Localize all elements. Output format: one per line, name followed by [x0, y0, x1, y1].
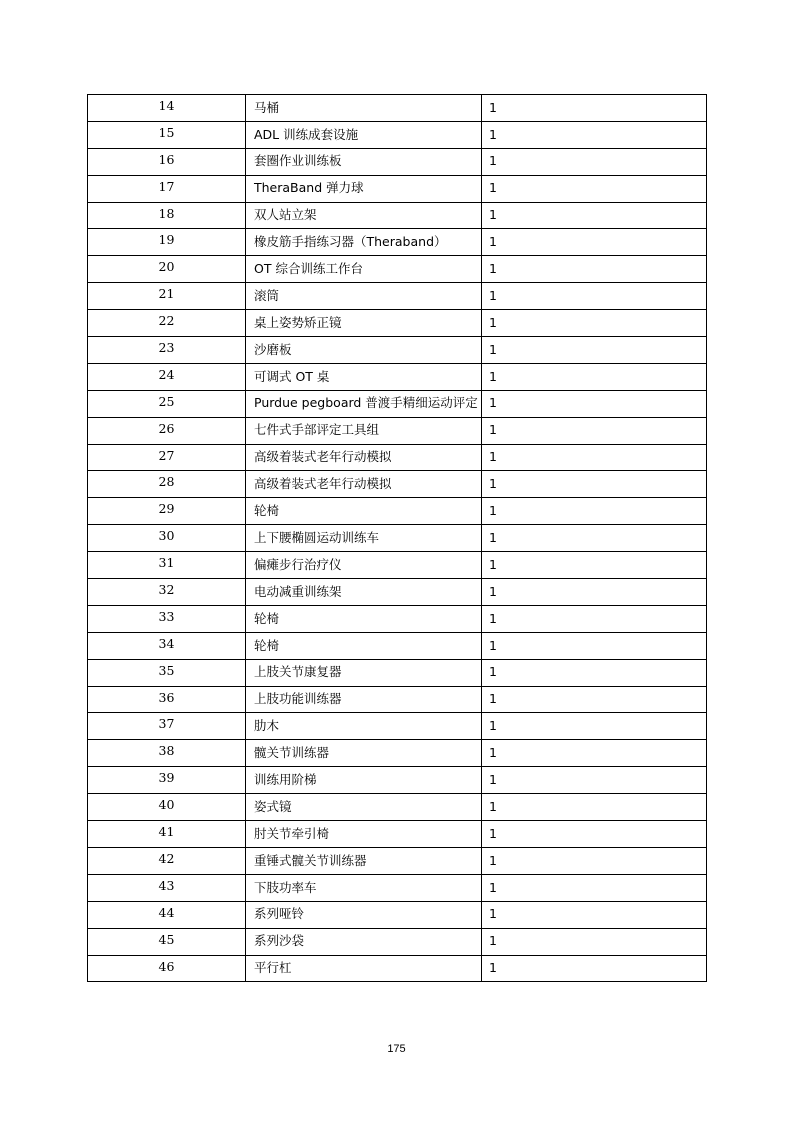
quantity-cell: 1 — [482, 821, 707, 848]
table-row — [88, 95, 707, 122]
equipment-name-cell: ADL 训练成套设施 — [246, 121, 482, 148]
quantity-cell: 1 — [482, 928, 707, 955]
table-row — [88, 901, 707, 928]
quantity-cell: 1 — [482, 310, 707, 337]
quantity-cell: 1 — [482, 498, 707, 525]
equipment-table-body — [88, 95, 707, 982]
quantity-cell: 1 — [482, 686, 707, 713]
equipment-table — [87, 94, 707, 982]
quantity-cell: 1 — [482, 148, 707, 175]
quantity-cell: 1 — [482, 283, 707, 310]
equipment-name-cell: 高级着装式老年行动模拟 — [246, 444, 482, 471]
table-row — [88, 390, 707, 417]
quantity-cell: 1 — [482, 713, 707, 740]
quantity-cell: 1 — [482, 740, 707, 767]
row-number-cell: 22 — [88, 310, 246, 337]
quantity-cell: 1 — [482, 417, 707, 444]
table-row — [88, 713, 707, 740]
quantity-cell: 1 — [482, 121, 707, 148]
table-row — [88, 740, 707, 767]
equipment-name-cell: 上肢功能训练器 — [246, 686, 482, 713]
equipment-name-cell: TheraBand 弹力球 — [246, 175, 482, 202]
row-number-cell: 25 — [88, 390, 246, 417]
equipment-name-cell: 重锤式髋关节训练器 — [246, 847, 482, 874]
quantity-cell: 1 — [482, 552, 707, 579]
equipment-name-cell: 双人站立架 — [246, 202, 482, 229]
row-number-cell: 33 — [88, 605, 246, 632]
table-row — [88, 686, 707, 713]
row-number-cell: 21 — [88, 283, 246, 310]
table-row — [88, 605, 707, 632]
equipment-name-cell: 偏瘫步行治疗仪 — [246, 552, 482, 579]
table-row — [88, 256, 707, 283]
equipment-name-cell: 轮椅 — [246, 632, 482, 659]
row-number-cell: 45 — [88, 928, 246, 955]
quantity-cell: 1 — [482, 579, 707, 606]
quantity-cell: 1 — [482, 659, 707, 686]
equipment-name-cell: 套圈作业训练板 — [246, 148, 482, 175]
equipment-name-cell: 下肢功率车 — [246, 874, 482, 901]
equipment-name-cell: 沙磨板 — [246, 337, 482, 364]
equipment-name-cell: OT 综合训练工作台 — [246, 256, 482, 283]
quantity-cell: 1 — [482, 444, 707, 471]
table-row — [88, 498, 707, 525]
quantity-cell: 1 — [482, 847, 707, 874]
equipment-name-cell: 系列沙袋 — [246, 928, 482, 955]
row-number-cell: 17 — [88, 175, 246, 202]
equipment-name-cell: 姿式镜 — [246, 794, 482, 821]
table-row — [88, 175, 707, 202]
table-row — [88, 794, 707, 821]
row-number-cell: 30 — [88, 525, 246, 552]
table-row — [88, 847, 707, 874]
table-row — [88, 148, 707, 175]
quantity-cell: 1 — [482, 175, 707, 202]
table-row — [88, 417, 707, 444]
equipment-name-cell: 上肢关节康复器 — [246, 659, 482, 686]
equipment-name-cell: 髋关节训练器 — [246, 740, 482, 767]
equipment-name-cell: 肋木 — [246, 713, 482, 740]
quantity-cell: 1 — [482, 229, 707, 256]
quantity-cell: 1 — [482, 95, 707, 122]
quantity-cell: 1 — [482, 363, 707, 390]
row-number-cell: 24 — [88, 363, 246, 390]
equipment-name-cell: 可调式 OT 桌 — [246, 363, 482, 390]
row-number-cell: 42 — [88, 847, 246, 874]
equipment-name-cell: 平行杠 — [246, 955, 482, 982]
table-row — [88, 337, 707, 364]
row-number-cell: 15 — [88, 121, 246, 148]
table-row — [88, 283, 707, 310]
quantity-cell: 1 — [482, 605, 707, 632]
quantity-cell: 1 — [482, 955, 707, 982]
row-number-cell: 35 — [88, 659, 246, 686]
row-number-cell: 39 — [88, 767, 246, 794]
equipment-name-cell: 七件式手部评定工具组 — [246, 417, 482, 444]
table-row — [88, 767, 707, 794]
equipment-name-cell: 轮椅 — [246, 605, 482, 632]
table-row — [88, 552, 707, 579]
table-row — [88, 632, 707, 659]
quantity-cell: 1 — [482, 874, 707, 901]
equipment-name-cell: 桌上姿势矫正镜 — [246, 310, 482, 337]
table-row — [88, 659, 707, 686]
quantity-cell: 1 — [482, 337, 707, 364]
row-number-cell: 32 — [88, 579, 246, 606]
row-number-cell: 46 — [88, 955, 246, 982]
equipment-name-cell: Purdue pegboard 普渡手精细运动评定 — [246, 390, 482, 417]
row-number-cell: 23 — [88, 337, 246, 364]
quantity-cell: 1 — [482, 901, 707, 928]
equipment-name-cell: 马桶 — [246, 95, 482, 122]
table-row — [88, 928, 707, 955]
table-row — [88, 444, 707, 471]
row-number-cell: 19 — [88, 229, 246, 256]
row-number-cell: 20 — [88, 256, 246, 283]
row-number-cell: 29 — [88, 498, 246, 525]
row-number-cell: 44 — [88, 901, 246, 928]
equipment-name-cell: 轮椅 — [246, 498, 482, 525]
row-number-cell: 36 — [88, 686, 246, 713]
table-row — [88, 310, 707, 337]
table-row — [88, 579, 707, 606]
row-number-cell: 28 — [88, 471, 246, 498]
page-number: 175 — [387, 1043, 406, 1055]
row-number-cell: 38 — [88, 740, 246, 767]
row-number-cell: 41 — [88, 821, 246, 848]
equipment-name-cell: 肘关节牵引椅 — [246, 821, 482, 848]
table-row — [88, 955, 707, 982]
table-row — [88, 121, 707, 148]
row-number-cell: 16 — [88, 148, 246, 175]
table-row — [88, 821, 707, 848]
quantity-cell: 1 — [482, 632, 707, 659]
quantity-cell: 1 — [482, 256, 707, 283]
row-number-cell: 31 — [88, 552, 246, 579]
row-number-cell: 27 — [88, 444, 246, 471]
table-row — [88, 363, 707, 390]
row-number-cell: 43 — [88, 874, 246, 901]
equipment-name-cell: 上下腰椭圆运动训练车 — [246, 525, 482, 552]
table-row — [88, 525, 707, 552]
row-number-cell: 40 — [88, 794, 246, 821]
row-number-cell: 14 — [88, 95, 246, 122]
equipment-name-cell: 系列哑铃 — [246, 901, 482, 928]
quantity-cell: 1 — [482, 471, 707, 498]
table-row — [88, 202, 707, 229]
table-row — [88, 874, 707, 901]
equipment-name-cell: 高级着装式老年行动模拟 — [246, 471, 482, 498]
quantity-cell: 1 — [482, 767, 707, 794]
equipment-name-cell: 橡皮筋手指练习器（Theraband） — [246, 229, 482, 256]
quantity-cell: 1 — [482, 390, 707, 417]
equipment-name-cell: 电动减重训练架 — [246, 579, 482, 606]
table-row — [88, 471, 707, 498]
row-number-cell: 34 — [88, 632, 246, 659]
row-number-cell: 18 — [88, 202, 246, 229]
quantity-cell: 1 — [482, 794, 707, 821]
table-row — [88, 229, 707, 256]
quantity-cell: 1 — [482, 202, 707, 229]
quantity-cell: 1 — [482, 525, 707, 552]
equipment-name-cell: 滚筒 — [246, 283, 482, 310]
row-number-cell: 37 — [88, 713, 246, 740]
equipment-name-cell: 训练用阶梯 — [246, 767, 482, 794]
row-number-cell: 26 — [88, 417, 246, 444]
